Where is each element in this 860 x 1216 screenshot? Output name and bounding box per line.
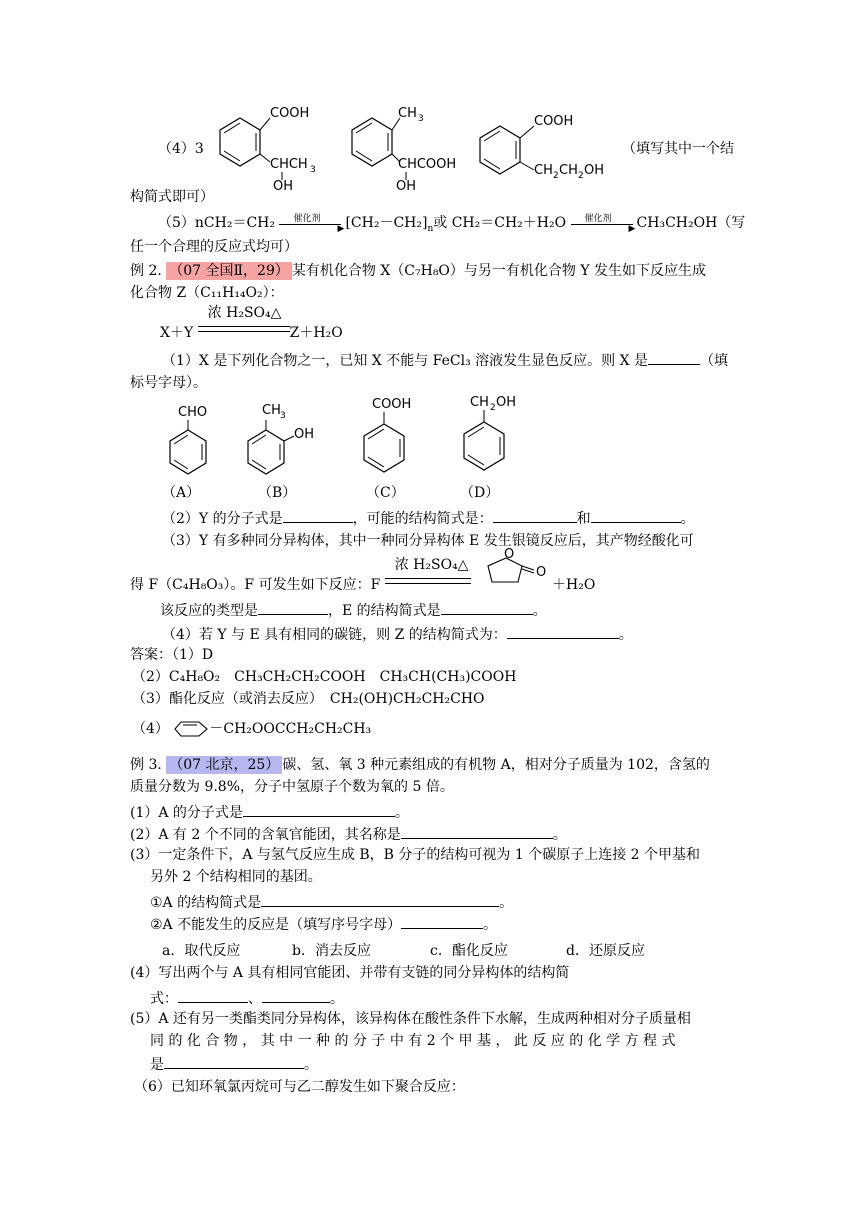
ex3-opt-d: d．还原反应 xyxy=(566,943,645,959)
answer-blank[interactable] xyxy=(507,624,619,639)
ex2-answer1: 答案：（1）D xyxy=(130,647,214,663)
ex2-q3-tail: ＋H₂O xyxy=(552,577,596,593)
s1-sub: CHCH xyxy=(270,157,308,172)
ex2-q3c: 该反应的类型是 ，E 的结构简式是 。 xyxy=(160,600,547,620)
ex3-opt-a: a．取代反应 xyxy=(162,943,241,959)
ex2-q1b: 标号字母）。 xyxy=(130,375,207,391)
ex3-q3b: 另外 2 个结构相同的基团。 xyxy=(150,869,322,885)
choice-c-label: （C） xyxy=(366,485,405,501)
ex3-q4a: (4）写出两个与 A 具有相同官能团、并带有支链的同分异构体的结构简 xyxy=(130,965,570,981)
ex2-header xyxy=(130,262,706,280)
answer-blank[interactable] xyxy=(262,988,330,1003)
svg-text:OH: OH xyxy=(294,427,315,442)
structure-hydroxy-acid-2 xyxy=(332,100,472,195)
ex2-text2: 化合物 Z（C₁₁H₁₄O₂）： xyxy=(130,285,284,301)
svg-text:O: O xyxy=(536,565,547,580)
ex3-header xyxy=(130,756,710,774)
structure-hydroxy-acid-3 xyxy=(470,108,620,198)
answer-blank[interactable] xyxy=(258,600,328,615)
svg-text:3: 3 xyxy=(280,411,286,421)
answer-blank[interactable] xyxy=(243,802,395,817)
s1-oh: OH xyxy=(273,179,294,194)
part5-product: CH₃CH₂OH（写 xyxy=(636,215,746,231)
svg-text:CH: CH xyxy=(262,403,281,418)
ex2-answer2: （2）C₄H₈O₂ CH₃CH₂CH₂COOH CH₃CH(CH₃)COOH xyxy=(132,669,517,685)
ex2-source-tag: （07 全国Ⅱ，29） xyxy=(166,262,292,280)
ex3-q2: (2）A 有 2 个不同的含氧官能团，其名称是 。 xyxy=(130,824,567,844)
ex3-q3c: ①A 的结构简式是 。 xyxy=(150,892,513,912)
ex2-reaction xyxy=(160,305,343,342)
choice-d-benzyl-alcohol xyxy=(444,390,534,480)
answer-blank[interactable] xyxy=(493,508,577,523)
svg-text:COOH: COOH xyxy=(372,397,412,412)
ex2-q3a: （3）Y 有多种同分异构体，其中一种同分异构体 E 发生银镜反应后，其产物经酸化可 xyxy=(162,533,694,549)
ex3-opt-c: c．酯化反应 xyxy=(430,943,508,959)
part4-prefix: （4）3 xyxy=(158,141,204,157)
catalyst-label-1: 催化剂 xyxy=(293,214,321,224)
ex3-q5b: 同 的 化 合 物 ， 其 中 一 种 的 分 子 中 有 2 个 甲 基 ， 此 反 应 的 化 学 方 程 式 xyxy=(150,1033,676,1049)
s3-top: COOH xyxy=(534,114,574,129)
ex3-q6: （6）已知环氧氯丙烷可与乙二醇发生如下聚合反应： xyxy=(134,1079,465,1095)
part5-alt: 或 CH₂＝CH₂＋H₂O xyxy=(433,215,567,231)
s2-top3: 3 xyxy=(418,114,424,124)
ex2-answer4: （4） －CH₂OOCCH₂CH₂CH₃ xyxy=(132,721,372,737)
part5-line xyxy=(158,214,745,238)
lactone-ring xyxy=(482,544,552,588)
answer-blank[interactable] xyxy=(441,600,533,615)
svg-text:CH: CH xyxy=(470,395,489,410)
svg-text:CHO: CHO xyxy=(178,405,208,420)
s3-sub2: 2 xyxy=(553,171,559,181)
ex3-q4b: 式： 、 。 xyxy=(150,988,344,1008)
equilibrium-arrow xyxy=(198,305,290,342)
s2-top: CH xyxy=(398,106,417,121)
s2-sub: CHCOOH xyxy=(398,157,457,172)
structure-hydroxy-acid-1 xyxy=(200,100,340,195)
reaction-condition: 浓 H₂SO₄△ xyxy=(207,305,282,321)
part4-suffix-2: 构简式即可） xyxy=(130,189,214,205)
ex3-q5a: (5）A 还有另一类酯类同分异构体，该异构体在酸性条件下水解，生成两种相对分子质量相 xyxy=(130,1011,691,1027)
catalyst-label-2: 催化剂 xyxy=(584,214,612,224)
reaction-arrow-2: 催化剂 ▶ xyxy=(571,214,637,232)
ex3-text1: 碳、氢、氧 3 种元素组成的有机物 A，相对分子质量为 102，含氢的 xyxy=(282,757,710,773)
ex3-text2: 质量分数为 9.8%，分子中氢原子个数为氧的 5 倍。 xyxy=(130,779,454,795)
choice-d-label: （D） xyxy=(460,485,500,501)
part5-line2: 任一个合理的反应式均可） xyxy=(130,239,298,255)
s3-sub-c: OH xyxy=(584,163,605,178)
ex2-text1: 某有机化合物 X（C₇H₈O）与另一有机化合物 Y 发生如下反应生成 xyxy=(291,263,707,279)
ex2-q2: （2）Y 的分子式是 ，可能的结构简式是： 和 。 xyxy=(162,508,695,528)
ex2-q4: （4）若 Y 与 E 具有相同的碳链，则 Z 的结构简式为： 。 xyxy=(162,624,633,644)
ex3-label: 例 3. xyxy=(130,757,162,773)
choice-a-benzaldehyde xyxy=(158,400,218,480)
answer-blank[interactable] xyxy=(401,914,483,929)
ex3-opt-b: b．消去反应 xyxy=(292,943,371,959)
s3-sub2b: 2 xyxy=(578,171,584,181)
equilibrium-arrow-2: 浓 H₂SO₄△ xyxy=(385,576,471,594)
answer-blank[interactable] xyxy=(591,508,681,523)
s1-sub3: 3 xyxy=(310,165,316,175)
ex2-answer3: （3）酯化反应（或消去反应） CH₂(OH)CH₂CH₂CHO xyxy=(132,691,485,707)
s1-top: COOH xyxy=(270,106,310,121)
answer-blank[interactable] xyxy=(648,350,700,365)
ex3-source-tag: （07 北京，25） xyxy=(166,756,282,774)
benzene-ring-icon xyxy=(173,720,209,738)
ex2-label: 例 2. xyxy=(130,263,162,279)
answer-blank[interactable] xyxy=(401,824,553,839)
s3-sub-b: CH xyxy=(559,163,578,178)
svg-text:2: 2 xyxy=(490,403,496,413)
answer-blank[interactable] xyxy=(261,892,499,907)
ex3-q3d: ②A 不能发生的反应是（填写序号字母） 。 xyxy=(150,914,497,934)
ex3-q5c: 是 。 xyxy=(150,1054,318,1074)
s3-sub: CH xyxy=(534,163,553,178)
ex3-q3a: (3）一定条件下，A 与氢气反应生成 B，B 分子的结构可视为 1 个碳原子上连接 2 个甲基和 xyxy=(130,847,701,863)
answer-blank[interactable] xyxy=(283,508,353,523)
choice-c-benzoic-acid xyxy=(344,392,424,482)
part4-suffix: （填写其中一个结 xyxy=(622,141,734,157)
choice-b-cresol xyxy=(236,400,326,480)
part5-reactant: （5）nCH₂＝CH₂ xyxy=(158,215,275,231)
ex2-q1: （1）X 是下列化合物之一，已知 X 不能与 FeCl₃ 溶液发生显色反应。则 X 是 （填 xyxy=(162,350,728,370)
svg-text:OH: OH xyxy=(496,395,517,410)
ex3-q1: (1）A 的分子式是 。 xyxy=(130,802,409,822)
choice-a-label: （A） xyxy=(162,485,201,501)
s2-oh: OH xyxy=(396,179,417,194)
ex2-q3b: 得 F（C₄H₈O₃）。F 可发生如下反应：F 浓 H₂SO₄△ xyxy=(130,576,471,594)
reaction-arrow-1: 催化剂 ▶ xyxy=(279,214,345,232)
answer-blank[interactable] xyxy=(164,1054,304,1069)
answer-blank[interactable] xyxy=(178,988,248,1003)
polymer-n: n xyxy=(427,223,434,234)
reaction-left: X＋Y xyxy=(160,325,194,341)
reaction-right: Z＋H₂O xyxy=(289,325,343,341)
svg-text:O: O xyxy=(504,547,515,562)
choice-b-label: （B） xyxy=(258,485,297,501)
polymer: [CH₂－CH₂] xyxy=(345,215,428,231)
